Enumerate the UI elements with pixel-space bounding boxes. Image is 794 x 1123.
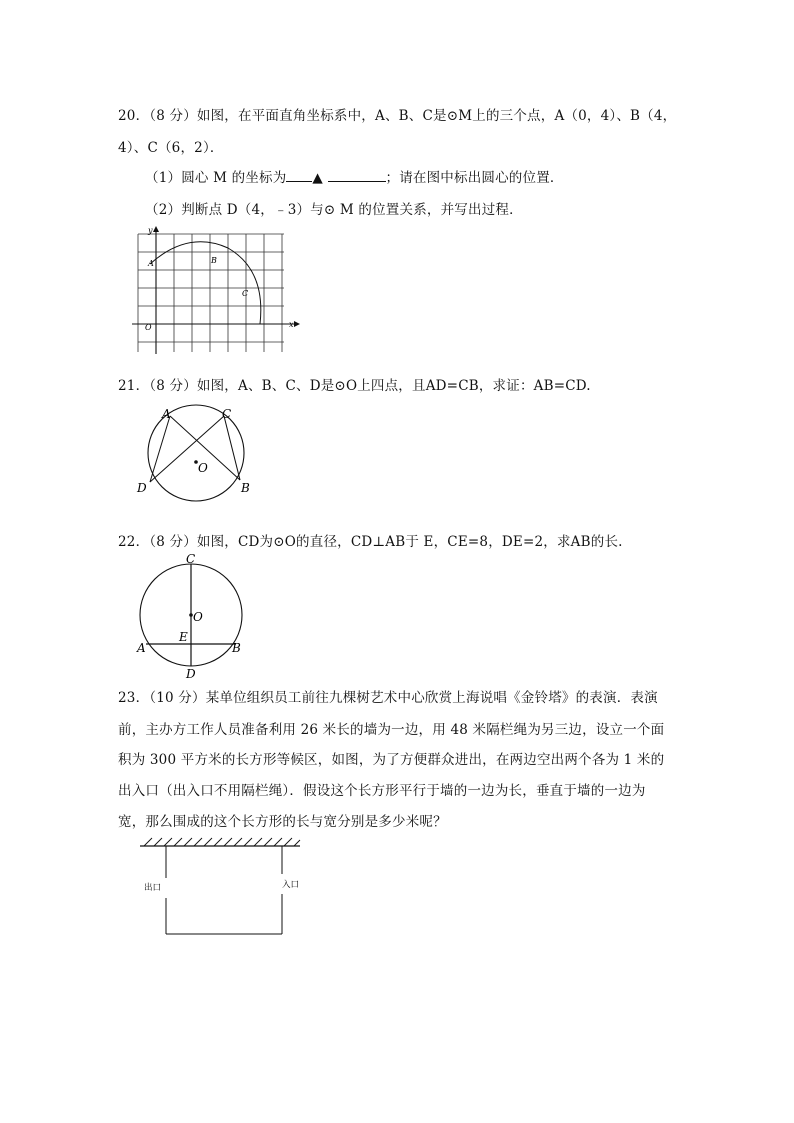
q20-grid-figure: [128, 226, 308, 358]
point-b-label: B: [232, 641, 241, 655]
q20-sub1: [145, 166, 564, 186]
circle-arc: [150, 242, 261, 324]
point-d-label: D: [137, 481, 147, 495]
point-d-label: D: [186, 667, 196, 681]
q23-line5: 宽，那么围成的这个长方形的长与宽分别是多少米呢？: [118, 814, 447, 830]
point-c-label: C: [186, 552, 196, 566]
q22-circle-figure: [132, 552, 252, 680]
chords: [150, 416, 240, 482]
x-axis-label: x: [289, 320, 294, 329]
triangle-marker: ▲: [312, 170, 323, 186]
point-e-label: E: [179, 630, 188, 644]
y-axis-label: y: [148, 226, 153, 235]
y-axis-arrow: [153, 226, 159, 232]
answer-blank-1[interactable]: [286, 169, 312, 182]
point-c-label: C: [222, 407, 232, 421]
point-a-label: A: [148, 259, 154, 268]
center-o-label: O: [198, 461, 208, 475]
q23-line2: 前，主办方工作人员准备利用 26 米长的墙为一边，用 48 米隔栏绳为另三边，设立一个面: [118, 722, 665, 738]
point-b-label: B: [211, 256, 217, 265]
wall-hatching: [144, 838, 300, 846]
q20-sub2: （2）判断点 D（4，﹣3）与⊙ M 的位置关系，并写出过程．: [145, 202, 523, 218]
exit-label: 出口: [144, 883, 162, 893]
q21-text: 21．（8 分）如图，A、B、C、D是⊙O上四点，且AD=CB，求证：AB=CD.: [118, 378, 591, 394]
q20-line1: 20．（8 分）如图，在平面直角坐标系中，A、B、C是⊙M上的三个点，A（0，4）、B（4，: [118, 108, 677, 124]
q23-rectangle-figure: [136, 836, 308, 940]
center-o-label: O: [193, 610, 203, 624]
q22-text: 22．（8 分）如图，CD为⊙O的直径，CD⊥AB于 E，CE=8，DE=2，求AB的长.: [118, 534, 623, 550]
q21-circle-figure: [134, 404, 264, 500]
q23-line4: 出入口（出入口不用隔栏绳）．假设这个长方形平行于墙的一边为长，垂直于墙的一边为: [118, 783, 646, 799]
answer-blank-2[interactable]: [328, 169, 386, 182]
q23-line3: 积为 300 平方米的长方形等候区，如图，为了方便群众进出，在两边空出两个各为 1 米的: [118, 752, 665, 768]
rope-lines: [166, 846, 282, 934]
x-axis-arrow: [294, 321, 300, 327]
q23-line1: 23．（10 分）某单位组织员工前往九棵树艺术中心欣赏上海说唱《金铃塔》的表演．表演: [118, 690, 658, 706]
point-c-label: C: [242, 289, 249, 298]
q20-line2: 4）、C（6，2）．: [118, 140, 224, 156]
q20-sub1-pre: （1）圆心 M 的坐标为: [145, 170, 287, 186]
q20-sub1-post: ；请在图中标出圆心的位置．: [385, 170, 564, 186]
point-a-label: A: [137, 641, 146, 655]
entrance-label: 入口: [282, 880, 300, 890]
point-b-label: B: [241, 481, 250, 495]
origin-label: O: [145, 323, 152, 332]
grid-lines: [138, 234, 284, 352]
point-a-label: A: [162, 407, 171, 421]
